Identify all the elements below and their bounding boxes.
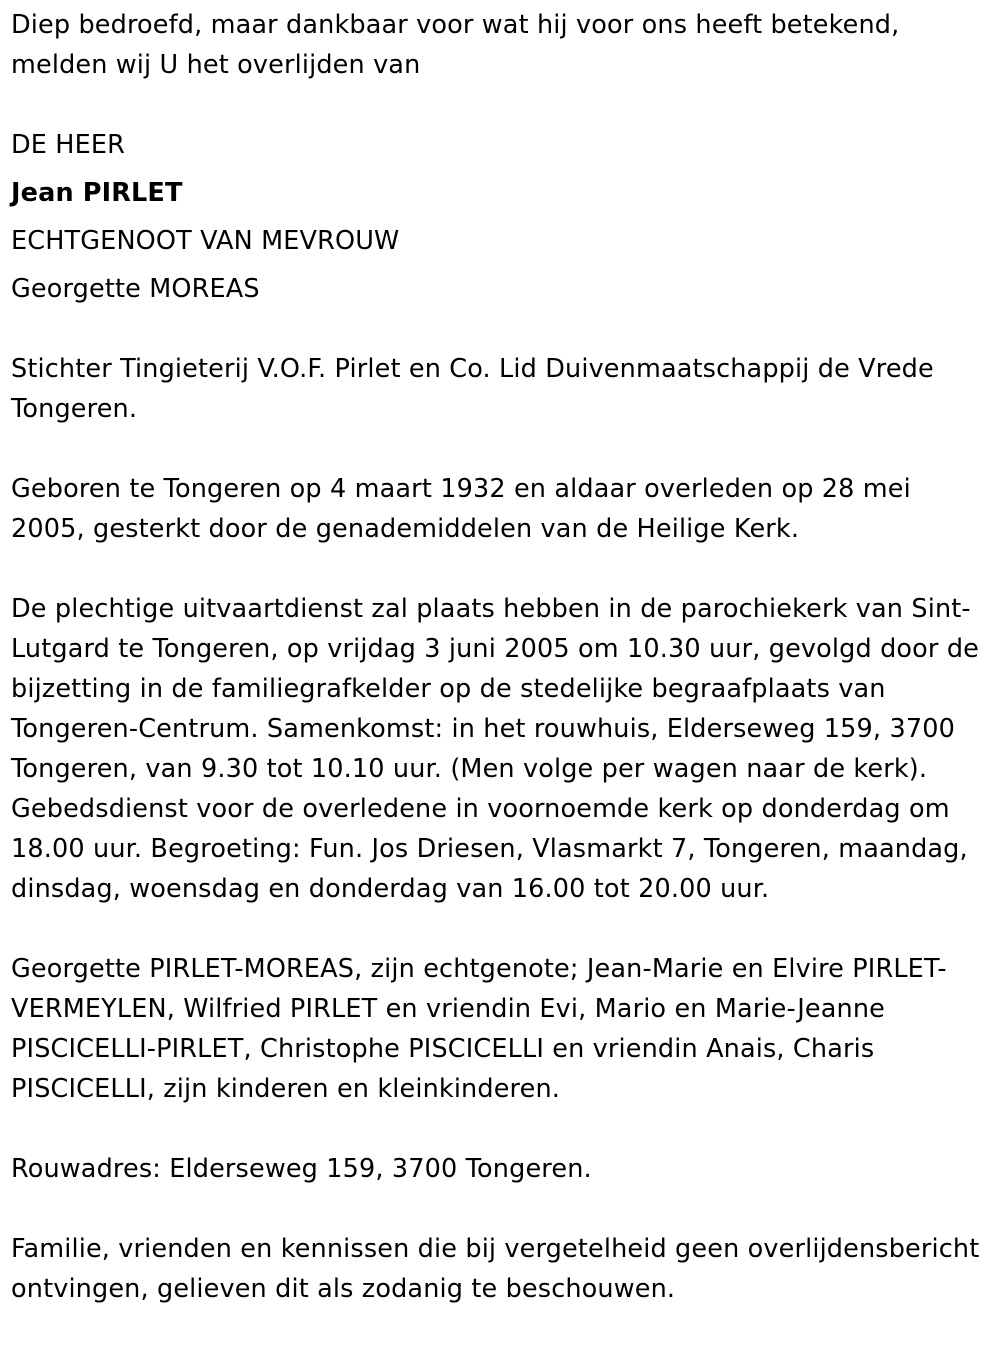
death-notice bbox=[11, 5, 986, 1309]
spouse-label: ECHTGENOOT VAN MEVROUW bbox=[11, 226, 400, 256]
family-paragraph: Georgette PIRLET-MOREAS, zijn echtgenote; Jean-Marie en Elvire PIRLET-VERMEYLEN, Wilfried PIRLET en vriendin Evi, Mario en Marie-Jeanne PISCICELLI-PIRLET, Christophe PISCICELLI en vriendin Anais, Charis PISCICELLI, zijn kinderen en kleinkinderen. bbox=[11, 954, 947, 1104]
spouse-name: Georgette MOREAS bbox=[11, 274, 260, 304]
birth-death-paragraph: Geboren te Tongeren op 4 maart 1932 en aldaar overleden op 28 mei 2005, gesterkt door de genademiddelen van de Heilige Kerk. bbox=[11, 474, 911, 544]
description-paragraph: Stichter Tingieterij V.O.F. Pirlet en Co. Lid Duivenmaatschappij de Vrede Tongeren. bbox=[11, 354, 934, 424]
funeral-paragraph: De plechtige uitvaartdienst zal plaats hebben in de parochiekerk van Sint-Lutgard te Tongeren, op vrijdag 3 juni 2005 om 10.30 uur, gevolgd door de bijzetting in de familiegrafkelder op de stedelijke begraafplaats van Tongeren-Centrum. Samenkomst: in het rouwhuis, Elderseweg 159, 3700 Tongeren, van 9.30 tot 10.10 uur. (Men volge per wagen naar de kerk). Gebedsdienst voor de overledene in voornoemde kerk op donderdag om 18.00 uur. Begroeting: Fun. Jos Driesen, Vlasmarkt 7, Tongeren, maandag, dinsdag, woensdag en donderdag van 16.00 tot 20.00 uur. bbox=[11, 594, 979, 904]
honorific-title: DE HEER bbox=[11, 130, 126, 160]
intro-paragraph: Diep bedroefd, maar dankbaar voor wat hij voor ons heeft betekend, melden wij U het overlijden van bbox=[11, 10, 900, 80]
closing-paragraph: Familie, vrienden en kennissen die bij vergetelheid geen overlijdensbericht ontvingen, gelieven dit als zodanig te beschouwen. bbox=[11, 1234, 980, 1304]
deceased-name: Jean PIRLET bbox=[11, 178, 183, 208]
address-paragraph: Rouwadres: Elderseweg 159, 3700 Tongeren. bbox=[11, 1154, 592, 1184]
